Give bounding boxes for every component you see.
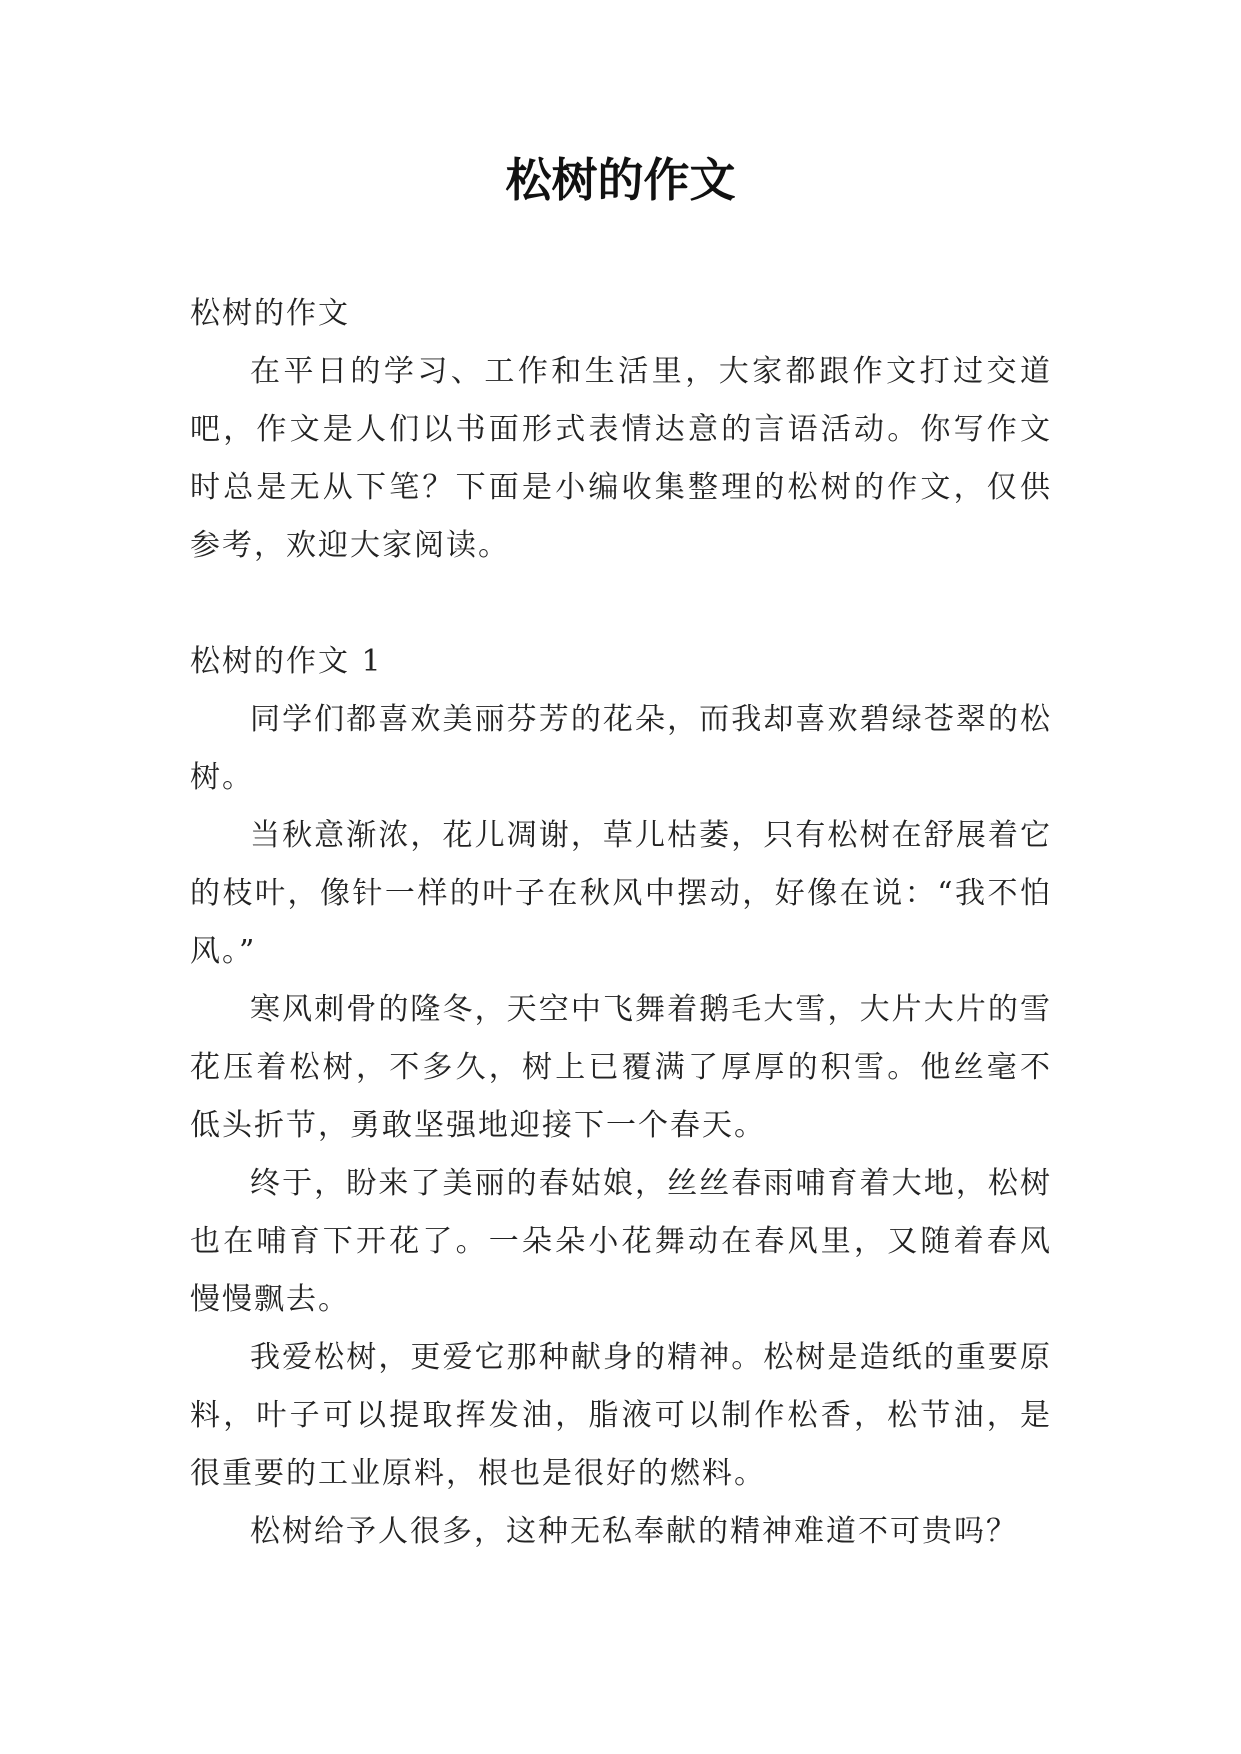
section-spacer — [190, 575, 1052, 633]
section-1-paragraph: 松树给予人很多，这种无私奉献的精神难道不可贵吗？ — [250, 1514, 1018, 1549]
section-1-paragraph: 终于，盼来了美丽的春姑娘，丝丝春雨哺育着大地，松树也在哺育下开花了。一朵朵小花舞动在春风里，又随着春风慢慢飘去。 — [190, 1166, 1052, 1317]
intro-heading: 松树的作文 — [190, 296, 350, 331]
section-1-paragraph: 同学们都喜欢美丽芬芳的花朵，而我却喜欢碧绿苍翠的松树。 — [190, 702, 1052, 795]
section-1-paragraph: 我爱松树，更爱它那种献身的精神。松树是造纸的重要原料，叶子可以提取挥发油，脂液可以制作松香，松节油，是很重要的工业原料，根也是很好的燃料。 — [190, 1340, 1052, 1491]
section-1-heading: 松树的作文 1 — [190, 644, 383, 679]
intro-paragraph: 在平日的学习、工作和生活里，大家都跟作文打过交道吧，作文是人们以书面形式表情达意的言语活动。你写作文时总是无从下笔？下面是小编收集整理的松树的作文，仅供参考，欢迎大家阅读。 — [190, 354, 1052, 563]
document-body — [190, 285, 1052, 1561]
section-1-paragraph: 当秋意渐浓，花儿凋谢，草儿枯萎，只有松树在舒展着它的枝叶，像针一样的叶子在秋风中摆动，好像在说：“我不怕风。” — [190, 818, 1052, 969]
document-title: 松树的作文 — [505, 153, 736, 207]
section-1-paragraph: 寒风刺骨的隆冬，天空中飞舞着鹅毛大雪，大片大片的雪花压着松树，不多久，树上已覆满了厚厚的积雪。他丝毫不低头折节，勇敢坚强地迎接下一个春天。 — [190, 992, 1052, 1143]
